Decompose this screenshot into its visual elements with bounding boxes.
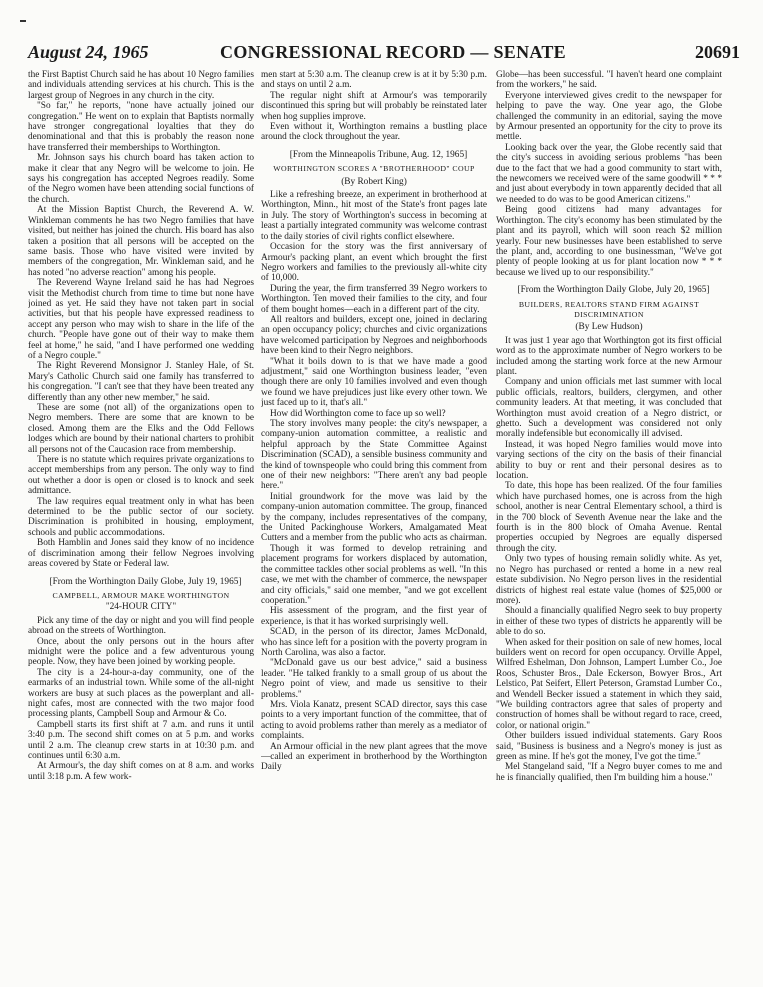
paragraph: How did Worthington come to face up so well? xyxy=(270,408,446,419)
paragraph: "So far," he reports, "none have actually joined our congregation." He went on to explain that Baptists normally have stronger congregational loyalties that they do denominational and that this is probably the reason none have transferred their memberships to Worthington. xyxy=(28,101,254,153)
paragraph: Everyone interviewed gives credit to the newspaper for helping to pave the way. One year ago, the Globe challenged the community in an editorial, saying the move by Armour presented an opportunity for the city to prove its mettle. xyxy=(496,90,722,143)
paragraph: Other builders issued individual statements. Gary Roos said, "Business is business and a Negro's money is just as green as mine. If he's got the money, I've got the time." xyxy=(496,731,722,762)
source-citation: [From the Minneapolis Tribune, Aug. 12, 1965] xyxy=(289,149,468,160)
paragraph: Looking back over the year, the Globe recently said that the city's success in avoiding serious problems "has been due to the fact that we had a good community to start with, the newcomers we received were of the same goodwill * * * and just about everybody in town apparently decided that all we needed to do was to be good American citizens." xyxy=(496,142,722,205)
paragraph: Initial groundwork for the move was laid by the company-union automation committee. The group, financed by the company, includes representatives of the company, the United Packinghouse Workers, Amalgamated Meat Cutters and a member from the public who acts as chairman. xyxy=(261,491,487,544)
paragraph: During the year, the firm transferred 39 Negro workers to Worthington. Ten moved their families to the city, and four of them bought homes—each in a different part of the city. xyxy=(261,283,487,315)
paragraph: Mrs. Viola Kanatz, present SCAD director, says this case points to a very important function of the committee, that of acting to avoid problems rather than merely as a mediator of complaints. xyxy=(261,699,487,742)
paragraph: Though it was formed to develop retraining and placement programs for workers displaced by automation, the committee tackles other social problems as well. "In this case, we met with the chamber of commerce, the newspaper and city officials," said one member, "and we got excellent cooperation." xyxy=(261,543,487,606)
paragraph: SCAD, in the person of its director, James McDonald, who has since left for a position with the poverty program in North Carolina, was also a factor. xyxy=(261,627,487,658)
article-byline: (By Lew Hudson) xyxy=(575,322,643,333)
paragraph: Campbell starts its first shift at 7 a.m. and runs it until 3:40 p.m. The second shift comes on at 5 p.m. and works until 2 a.m. The cleanup crew starts in at 10:30 p.m. and continues until 6:30 a.m. xyxy=(28,719,254,761)
paragraph: the First Baptist Church said he has about 10 Negro families and individuals attending services at his church. This is the largest group of Negroes in any church in the city. xyxy=(28,70,254,101)
paragraph: The Reverend Wayne Ireland said he has had Negroes visit the Methodist church from time to time but none have joined as yet. He said they have not taken part in social activities, but that his people have expressed readiness to accept any person who may wish to share in the life of the church. "People have gone out of their way to make them feel at home," he said, "and I have performed one wedding of a Negro couple." xyxy=(28,278,254,361)
paragraph: When asked for their position on sale of new homes, local builders went on record for open occupancy. Orville Appel, Wilfred Eshelman, Don Johnson, Lampert Lumber Co., Joe Roos, Schuster Bros., Dale Eckerson, Bowyer Bros., Art Lelstico, Pat Seifert, Ellert Peterson, Gramstad Lumber Co., and Wendell Becker issued a statement in which they said, "We building contractors agree that sales of property and construction of homes shall be without regard to race, creed, color, or national origin." xyxy=(496,637,722,731)
paragraph: Globe—has been successful. "I haven't heard one complaint from the workers," he said. xyxy=(496,70,722,91)
paragraph: Pick any time of the day or night and you will find people abroad on the streets of Worthington. xyxy=(28,615,254,637)
paragraph: Company and union officials met last summer with local public officials, realtors, builders, clergymen, and other community leaders. At that meeting, it was concluded that Worthington must avoid creation of a Negro district, or ghetto. Such a development was considered not only morally indefensible but economically ill advised. xyxy=(496,377,722,440)
paragraph: Once, about the only persons out in the hours after midnight were the police and a few adventurous young people. Now, they have been joined by working people. xyxy=(28,636,254,668)
paragraph: Even without it, Worthington remains a bustling place around the clock throughout the year. xyxy=(261,122,487,143)
paragraph: An Armour official in the new plant agrees that the move—called an experiment in brotherhood by the Worthington Daily xyxy=(261,741,487,773)
paragraph: The Right Reverend Monsignor J. Stanley Hale, of St. Mary's Catholic Church said one family has transferred to his congregation. "I can't see that they have been treated any differently than any other new member," he said. xyxy=(28,361,254,403)
paragraph: The regular night shift at Armour's was temporarily discontinued this spring but will probably be reinstated later when hog supplies improve. xyxy=(261,90,487,122)
paragraph: His assessment of the program, and the first year of experience, is that it has worked surprisingly well. xyxy=(261,606,487,627)
text-column-3 xyxy=(496,70,722,975)
paragraph: Instead, it was hoped Negro families would move into varying sections of the city on the basis of their financial ability to buy or rent and their personal desires as to location. xyxy=(496,439,722,482)
paragraph: Should a financially qualified Negro seek to buy property in either of these two types of districts he apparently will be able to do so. xyxy=(496,606,722,638)
header-title: CONGRESSIONAL RECORD — SENATE xyxy=(220,42,566,62)
page-header xyxy=(28,42,740,66)
paragraph: "McDonald gave us our best advice," said a business leader. "He talked frankly to a small group of us about the Negro point of view, and made us sensitive to their problems." xyxy=(261,658,487,700)
paragraph: Only two types of housing remain solidly white. As yet, no Negro has purchased or rented a home in a new real estate subdivision. No Negro person lives in the residential districts of highest real estate value (homes of $25,000 or more). xyxy=(496,554,722,606)
article-headline: BUILDERS, REALTORS STAND FIRM AGAINST DISCRIMINATION xyxy=(518,299,700,319)
paragraph: It was just 1 year ago that Worthington got its first official word as to the approximate number of Negro workers to be included among the starting work force at the new Armour plant. xyxy=(496,335,722,377)
paragraph: These are some (not all) of the organizations open to Negro members. There are some that are known to be closed. Among them are the Elks and the Odd Fellows lodges which are bound by their national charters to prohibit all persons not of the Caucasion race from membership. xyxy=(28,403,254,455)
paragraph: men start at 5:30 a.m. The cleanup crew is at it by 5:30 p.m. and stays on until 2 a.m. xyxy=(261,70,487,91)
text-column-1 xyxy=(28,70,254,975)
paragraph: All realtors and builders, except one, joined in declaring an open occupancy policy; churches and civic organizations have welcomed participation by Negroes and neighborhoods have been kind to their Negro neighbors. xyxy=(261,314,487,357)
paragraph: "What it boils down to is that we have made a good adjustment," said one Worthington business leader, "even though there are only 10 families involved and even though we found we have prejudices just like every other town. We just faced up to it, that's all." xyxy=(261,356,487,409)
header-page-number: 20691 xyxy=(695,42,740,62)
scan-mark xyxy=(20,20,26,22)
header-date: August 24, 1965 xyxy=(28,42,149,62)
paragraph: There is no statute which requires private organizations to accept memberships from any person. The only way to find out whether a door is open or closed is to knock and seek admittance. xyxy=(28,455,254,497)
paragraph: The law requires equal treatment only in what has been determined to be the public sector of our society. Discrimination is prohibited in housing, employment, schools and public accommodations. xyxy=(28,496,254,538)
source-citation: [From the Worthington Daily Globe, July 19, 1965] xyxy=(49,576,242,587)
paragraph: To date, this hope has been realized. Of the four families which have purchased homes, one is across from the high school, another is near Central Elementary school, a third is in the 700 block of Seventh Avenue near the lake and the fourth is in the 800 block of Omaha Avenue. Rental properties occupied by Negroes are equally dispersed through the city. xyxy=(496,481,722,554)
paragraph: Being good citizens had many advantages for Worthington. The city's economy has been stimulated by the plant and its payroll, which will soon reach $2 million yearly. Four new businesses have been established to serve the plant, and, according to one businessman, "We've got plenty of people looking at us for plant location now * * * because we lived up to our responsibility." xyxy=(496,205,722,278)
paragraph: Mr. Johnson says his church board has taken action to make it clear that any Negro will be welcome to join. He says his congregation has accepted Negroes readily. Some of the Negro women have been attending social functions of the church. xyxy=(28,153,254,205)
paragraph: Like a refreshing breeze, an experiment in brotherhood at Worthington, Minn., hit most of the State's front pages late in July. The story of Worthington's success in becoming at least a partially integrated community was welcome contrast to the daily stories of civil rights conflict elsewhere. xyxy=(261,190,487,242)
article-byline: (By Robert King) xyxy=(341,176,407,187)
paragraph: The city is a 24-hour-a-day community, one of the earmarks of an industrial town. While some of the all-night workers are busy at such places as the powerplant and all-night cafes, most are connected with the two major food processing plants, Campbell Soup and Armour & Co. xyxy=(28,667,254,720)
source-citation: [From the Worthington Daily Globe, July 20, 1965] xyxy=(517,285,710,296)
paragraph: At Armour's, the day shift comes on at 8 a.m. and works until 3:18 p.m. A few work- xyxy=(28,761,254,782)
article-headline: WORTHINGTON SCORES A "BROTHERHOOD" COUP xyxy=(273,164,475,174)
article-subheadline: "24-HOUR CITY" xyxy=(105,602,177,613)
paragraph: The story involves many people: the city's newspaper, a company-union automation committee, a realistic and helpful approach by the State Committee Against Discrimination (SCAD), a sensible business community and the kind of townspeople who could bring this comment from one of their new neighbors: "There aren't any bad people here." xyxy=(261,419,487,492)
paragraph: Both Hamblin and Jones said they know of no incidence of discrimination among their fellow Negroes involving areas covered by State or Federal law. xyxy=(28,538,254,570)
paragraph: At the Mission Baptist Church, the Reverend A. W. Winkleman comments he has two Negro families that have visited, but neither has joined the church. His board has also taken a position that all persons will be accepted on the same basis. Those who have visited were invited by members of the congregation, Mr. Winkleman said, and he has noted "no adverse reaction" among his people. xyxy=(28,205,254,278)
paragraph: Mel Stangeland said, "If a Negro buyer comes to me and he is financially qualified, then I'm building him a house." xyxy=(496,762,722,783)
paragraph: Occasion for the story was the first anniversary of Armour's packing plant, an event which brought the first Negro workers and families to the previously all-white city of 10,000. xyxy=(261,242,487,284)
article-headline: CAMPBELL, ARMOUR MAKE WORTHINGTON xyxy=(52,590,230,600)
text-column-2 xyxy=(261,70,487,975)
